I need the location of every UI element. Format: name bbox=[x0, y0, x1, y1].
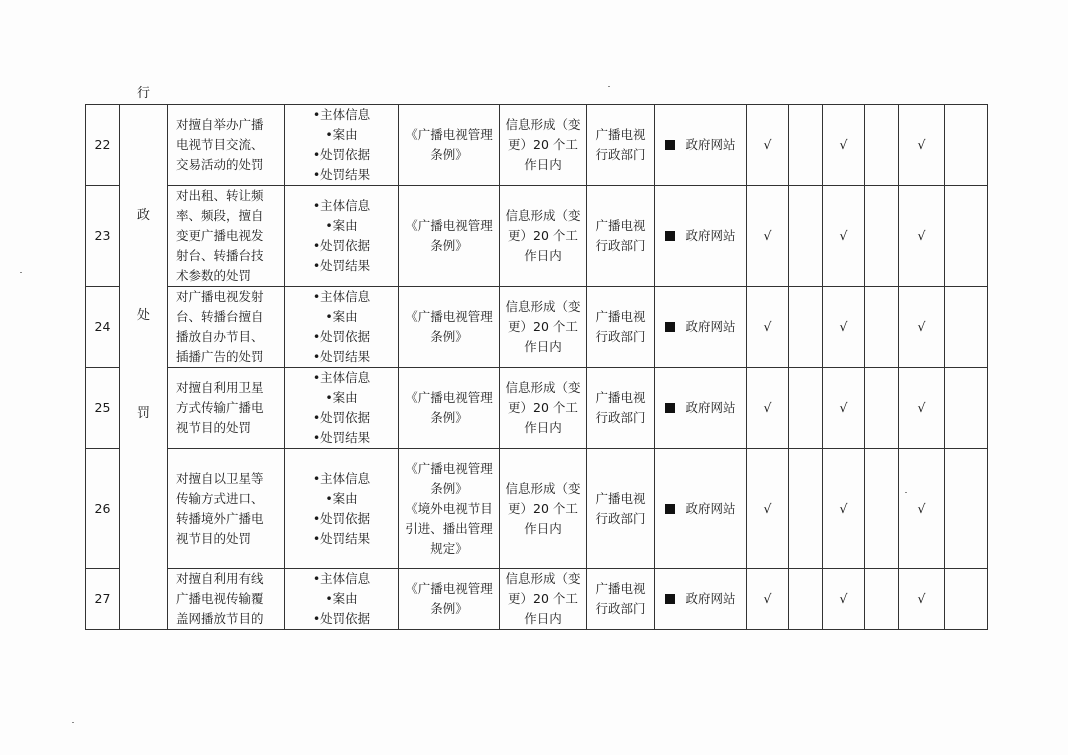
table-row bbox=[86, 368, 988, 449]
content-cell-line: •主体信息 bbox=[312, 198, 371, 213]
basis-cell-line: 《广播电视管理 bbox=[405, 309, 493, 324]
subject-cell-line: 对广播电视发射 bbox=[176, 289, 264, 304]
content-cell-line: •主体信息 bbox=[312, 470, 371, 486]
checkmark-cell: √ bbox=[899, 368, 945, 449]
subject-cell-line: 视节目的处罚 bbox=[176, 530, 252, 546]
basis-cell-line: 条例》 bbox=[430, 147, 468, 162]
subject-cell-line: 播放自办节目、 bbox=[176, 329, 264, 344]
row-number: 22 bbox=[86, 105, 120, 186]
subject-cell-line: 率、频段，擅自 bbox=[176, 208, 264, 223]
channel-label: 政府网站 bbox=[685, 400, 736, 415]
empty-cell bbox=[865, 287, 899, 368]
square-bullet-icon bbox=[665, 140, 675, 150]
timing-cell-line: 作日内 bbox=[524, 420, 562, 435]
table-row bbox=[86, 105, 988, 186]
timing-cell-line: 信息形成（变 bbox=[505, 380, 581, 395]
basis-cell bbox=[399, 287, 500, 368]
scan-speck bbox=[20, 272, 22, 273]
channel-cell bbox=[655, 368, 747, 449]
empty-cell bbox=[865, 368, 899, 449]
timing-cell bbox=[500, 449, 587, 569]
department-cell-line: 行政部门 bbox=[595, 601, 646, 616]
subject-cell-line: 对出租、转让频 bbox=[176, 188, 264, 203]
empty-cell bbox=[945, 368, 988, 449]
department-cell-line: 行政部门 bbox=[595, 410, 646, 425]
channel bbox=[665, 319, 735, 334]
department-cell-line: 行政部门 bbox=[595, 510, 646, 526]
subject-cell bbox=[168, 449, 285, 569]
department-cell-line: 广播电视 bbox=[595, 390, 646, 405]
subject-cell-line: 盖网播放节目的 bbox=[176, 611, 264, 626]
content-cell-line: •处罚依据 bbox=[312, 410, 371, 425]
basis-cell bbox=[399, 449, 500, 569]
basis-cell bbox=[399, 105, 500, 186]
content-cell-line: •主体信息 bbox=[312, 370, 371, 385]
empty-cell bbox=[789, 569, 823, 630]
content-cell bbox=[285, 449, 399, 569]
timing-cell bbox=[500, 368, 587, 449]
empty-cell bbox=[789, 186, 823, 287]
department-cell-line: 行政部门 bbox=[595, 329, 646, 344]
empty-cell bbox=[945, 186, 988, 287]
timing-cell bbox=[500, 105, 587, 186]
timing-cell-line: 作日内 bbox=[524, 157, 562, 172]
subject-cell-line: 电视节目交流、 bbox=[176, 137, 264, 152]
checkmark-cell: √ bbox=[823, 105, 865, 186]
content-cell bbox=[285, 569, 399, 630]
checkmark-cell: √ bbox=[747, 186, 789, 287]
empty-cell bbox=[789, 449, 823, 569]
table-body bbox=[86, 86, 988, 630]
content-cell-line: •案由 bbox=[325, 490, 358, 506]
timing-cell-line: 信息形成（变 bbox=[505, 480, 581, 496]
timing-cell-line: 作日内 bbox=[524, 248, 562, 263]
checkmark-cell: √ bbox=[899, 105, 945, 186]
department-cell bbox=[587, 186, 655, 287]
checkmark-cell: √ bbox=[823, 449, 865, 569]
basis-cell-line: 《广播电视管理 bbox=[405, 581, 493, 596]
subject-cell-line: 对擅自以卫星等 bbox=[176, 470, 264, 486]
channel-cell bbox=[655, 186, 747, 287]
content-cell-line: •处罚结果 bbox=[312, 258, 371, 273]
checkmark-cell: √ bbox=[823, 287, 865, 368]
content-cell bbox=[285, 186, 399, 287]
subject-cell-line: 射台、转播台技 bbox=[176, 248, 264, 263]
empty-cell bbox=[865, 449, 899, 569]
basis-cell-line: 条例》 bbox=[430, 601, 468, 616]
checkmark-cell: √ bbox=[747, 368, 789, 449]
checkmark-cell: √ bbox=[823, 368, 865, 449]
category-char: 行 bbox=[136, 86, 150, 101]
table-row bbox=[86, 449, 988, 569]
basis-cell-line: 《广播电视管理 bbox=[405, 390, 493, 405]
channel bbox=[665, 501, 735, 516]
basis-cell-line: 条例》 bbox=[430, 238, 468, 253]
basis-cell-line: 《广播电视管理 bbox=[405, 460, 493, 476]
timing-cell-line: 信息形成（变 bbox=[505, 299, 581, 314]
content-cell-line: •主体信息 bbox=[312, 107, 371, 122]
empty-cell bbox=[789, 105, 823, 186]
department-cell-line: 广播电视 bbox=[595, 581, 646, 596]
basis-cell-line: 条例》 bbox=[430, 329, 468, 344]
basis-cell-line: 条例》 bbox=[430, 480, 468, 496]
scan-speck bbox=[72, 722, 74, 723]
row-number: 26 bbox=[86, 449, 120, 569]
empty-cell bbox=[865, 186, 899, 287]
content-cell-line: •案由 bbox=[325, 218, 358, 233]
category-char: 罚 bbox=[136, 406, 150, 421]
channel-cell bbox=[655, 569, 747, 630]
timing-cell bbox=[500, 569, 587, 630]
content-cell-line: •处罚结果 bbox=[312, 349, 371, 364]
subject-cell-line: 术参数的处罚 bbox=[176, 268, 252, 283]
content-cell-line: •主体信息 bbox=[312, 571, 371, 586]
table-row bbox=[86, 569, 988, 630]
category-char: 政 bbox=[136, 208, 150, 223]
table-row bbox=[86, 186, 988, 287]
disclosure-table bbox=[85, 86, 988, 630]
timing-cell-line: 信息形成（变 bbox=[505, 117, 581, 132]
row-number: 27 bbox=[86, 569, 120, 630]
table-row bbox=[86, 287, 988, 368]
subject-cell-line: 插播广告的处罚 bbox=[176, 349, 264, 364]
empty-cell bbox=[865, 105, 899, 186]
empty-cell bbox=[789, 287, 823, 368]
empty-cell bbox=[945, 449, 988, 569]
department-cell bbox=[587, 569, 655, 630]
basis-cell-line: 条例》 bbox=[430, 410, 468, 425]
channel-cell bbox=[655, 287, 747, 368]
timing-cell-line: 更）20 个工 bbox=[508, 319, 578, 334]
department-cell-line: 广播电视 bbox=[595, 127, 646, 142]
basis-cell bbox=[399, 368, 500, 449]
content-cell-line: •案由 bbox=[325, 591, 358, 606]
checkmark-cell: √ bbox=[747, 449, 789, 569]
empty-cell bbox=[789, 368, 823, 449]
channel bbox=[665, 591, 735, 606]
channel-label: 政府网站 bbox=[685, 591, 736, 606]
square-bullet-icon bbox=[665, 594, 675, 604]
square-bullet-icon bbox=[665, 504, 675, 514]
basis-cell-line: 《广播电视管理 bbox=[405, 127, 493, 142]
empty-cell bbox=[945, 287, 988, 368]
department-cell-line: 行政部门 bbox=[595, 147, 646, 162]
timing-cell bbox=[500, 186, 587, 287]
channel-label: 政府网站 bbox=[685, 500, 736, 516]
checkmark-cell: √ bbox=[823, 569, 865, 630]
timing-cell bbox=[500, 287, 587, 368]
content-cell bbox=[285, 287, 399, 368]
content-cell-line: •案由 bbox=[325, 309, 358, 324]
subject-cell bbox=[168, 105, 285, 186]
subject-cell-line: 方式传输广播电 bbox=[176, 400, 264, 415]
subject-cell-line: 视节目的处罚 bbox=[176, 420, 252, 435]
content-cell-line: •处罚依据 bbox=[312, 238, 371, 253]
subject-cell bbox=[168, 569, 285, 630]
empty-cell bbox=[865, 569, 899, 630]
channel bbox=[665, 137, 735, 152]
channel-label: 政府网站 bbox=[685, 137, 736, 152]
checkmark-cell: √ bbox=[899, 287, 945, 368]
timing-cell-line: 信息形成（变 bbox=[505, 571, 581, 586]
empty-cell bbox=[945, 569, 988, 630]
content-cell-line: •处罚结果 bbox=[312, 430, 371, 445]
content-cell-line: •处罚结果 bbox=[312, 167, 371, 182]
row-number: 25 bbox=[86, 368, 120, 449]
square-bullet-icon bbox=[665, 403, 675, 413]
subject-cell-line: 变更广播电视发 bbox=[176, 228, 264, 243]
department-cell-line: 广播电视 bbox=[595, 490, 646, 506]
row-number: 24 bbox=[86, 287, 120, 368]
basis-cell-line: 《广播电视管理 bbox=[405, 218, 493, 233]
content-cell-line: •处罚依据 bbox=[312, 147, 371, 162]
subject-cell-line: 台、转播台擅自 bbox=[176, 309, 264, 324]
subject-cell-line: 广播电视传输覆 bbox=[176, 591, 264, 606]
basis-cell-line: 规定》 bbox=[430, 540, 468, 556]
basis-cell bbox=[399, 186, 500, 287]
timing-cell-line: 更）20 个工 bbox=[508, 137, 578, 152]
department-cell bbox=[587, 449, 655, 569]
subject-cell-line: 对擅自举办广播 bbox=[176, 117, 264, 132]
timing-cell-line: 更）20 个工 bbox=[508, 400, 578, 415]
row-number: 23 bbox=[86, 186, 120, 287]
category-label bbox=[120, 86, 167, 627]
timing-cell-line: 作日内 bbox=[524, 611, 562, 626]
square-bullet-icon bbox=[665, 231, 675, 241]
department-cell bbox=[587, 368, 655, 449]
category-cell bbox=[120, 86, 168, 630]
channel bbox=[665, 400, 735, 415]
content-cell-line: •处罚依据 bbox=[312, 611, 371, 626]
checkmark-cell: √ bbox=[747, 569, 789, 630]
subject-cell-line: 交易活动的处罚 bbox=[176, 157, 264, 172]
channel bbox=[665, 228, 735, 243]
channel-cell bbox=[655, 105, 747, 186]
subject-cell-line: 对擅自利用有线 bbox=[176, 571, 264, 586]
department-cell-line: 行政部门 bbox=[595, 238, 646, 253]
subject-cell-line: 传输方式进口、 bbox=[176, 490, 264, 506]
basis-cell-line: 《境外电视节目 bbox=[405, 500, 493, 516]
timing-cell-line: 作日内 bbox=[524, 339, 562, 354]
content-cell-line: •主体信息 bbox=[312, 289, 371, 304]
channel-label: 政府网站 bbox=[685, 228, 736, 243]
department-cell-line: 广播电视 bbox=[595, 309, 646, 324]
subject-cell-line: 对擅自利用卫星 bbox=[176, 380, 264, 395]
scan-speck bbox=[608, 86, 610, 87]
content-cell-line: •案由 bbox=[325, 390, 358, 405]
timing-cell-line: 作日内 bbox=[524, 520, 562, 536]
subject-cell bbox=[168, 287, 285, 368]
channel-cell bbox=[655, 449, 747, 569]
content-cell bbox=[285, 368, 399, 449]
subject-cell bbox=[168, 186, 285, 287]
timing-cell-line: 信息形成（变 bbox=[505, 208, 581, 223]
checkmark-cell: √ bbox=[899, 569, 945, 630]
checkmark-cell: √ bbox=[899, 449, 945, 569]
content-cell-line: •处罚依据 bbox=[312, 510, 371, 526]
basis-cell-line: 引进、播出管理 bbox=[405, 520, 493, 536]
timing-cell-line: 更）20 个工 bbox=[508, 228, 578, 243]
content-cell-line: •处罚结果 bbox=[312, 530, 371, 546]
checkmark-cell: √ bbox=[823, 186, 865, 287]
checkmark-cell: √ bbox=[899, 186, 945, 287]
department-cell bbox=[587, 105, 655, 186]
content-cell bbox=[285, 105, 399, 186]
checkmark-cell: √ bbox=[747, 105, 789, 186]
checkmark-cell: √ bbox=[747, 287, 789, 368]
content-cell-line: •处罚依据 bbox=[312, 329, 371, 344]
subject-cell-line: 转播境外广播电 bbox=[176, 510, 264, 526]
timing-cell-line: 更）20 个工 bbox=[508, 500, 578, 516]
square-bullet-icon bbox=[665, 322, 675, 332]
subject-cell bbox=[168, 368, 285, 449]
department-cell bbox=[587, 287, 655, 368]
department-cell-line: 广播电视 bbox=[595, 218, 646, 233]
basis-cell bbox=[399, 569, 500, 630]
timing-cell-line: 更）20 个工 bbox=[508, 591, 578, 606]
empty-cell bbox=[945, 105, 988, 186]
category-char: 处 bbox=[136, 308, 150, 323]
channel-label: 政府网站 bbox=[685, 319, 736, 334]
content-cell-line: •案由 bbox=[325, 127, 358, 142]
